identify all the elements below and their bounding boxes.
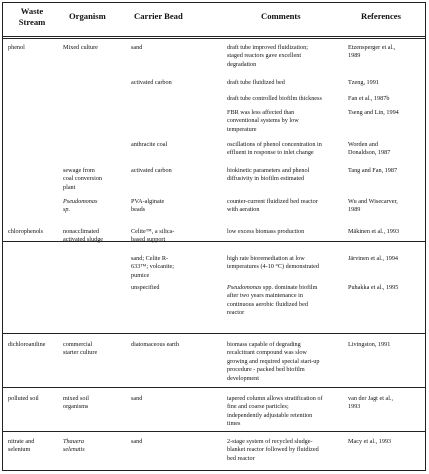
cell-carrier-bead: Celite™, a silica- based support [131,228,175,244]
header-rule-top [3,36,425,37]
cell-carrier-bead: sand [131,438,143,445]
cell-comment: Pseudomonas spp. dominate biofilm after two years maintenance in continuous aerobic fluidized bed reactor [227,284,318,317]
group-divider-nitrate [3,431,425,432]
cell-organism: nonacclimated activated sludge [63,228,104,244]
cell-comment: low excess biomass production [227,228,305,235]
cell-comment: FBR was less affected than conventional systems by low temperature [227,109,299,133]
header-rule-bottom [3,38,425,39]
header-references: References [361,11,401,21]
cell-reference: Tseng and Lin, 1994 [348,109,399,116]
cell-organism: Thauera selenatis [63,438,85,454]
cell-carrier-bead: sand; Celite R- 633™; volcanite; pumice [131,255,175,279]
cell-carrier-bead: unspecified [131,284,160,291]
cell-organism: Pseudomonas sp. [63,198,98,214]
cell-comment: draft tube fluidized bed [227,79,285,86]
cell-carrier-bead: PVA-alginate beads [131,198,165,214]
cell-waste-stream: polluted soil [8,395,39,402]
cell-comment: draft tube improved fluidization; staged reactors gave excellent degradation [227,44,308,68]
cell-comment: tapered column allows stratification of fine and coarse particles; independently adjustable retention times [227,395,323,428]
data-table [2,2,426,471]
cell-reference: Worden and Donaldson, 1987 [348,141,391,157]
cell-carrier-bead: activated carbon [131,79,172,86]
cell-carrier-bead: activated carbon [131,167,172,174]
cell-reference: Etzensperger et al., 1989 [348,44,396,60]
cell-reference: Livingston, 1991 [348,341,391,348]
cell-comment: high rate bioremediation at low temperatures (4-10 °C) demonstrated [227,255,319,271]
header-organism: Organism [69,11,106,21]
header-waste-stream: Waste Stream [18,6,46,27]
cell-comment: biomass capable of degrading recalcitrant compound was slow growing and required special start-up procedure - packed bed biofilm development [227,341,320,382]
group-divider-dichloroaniline [3,333,425,334]
header-comments: Comments [261,11,301,21]
cell-organism: mixed soil organisms [63,395,89,411]
cell-carrier-bead: sand [131,44,143,51]
cell-waste-stream: nitrate and selenium [8,438,35,454]
cell-waste-stream: dichloroaniline [8,341,46,348]
cell-waste-stream: chlorophenols [8,228,44,235]
header-carrier-bead: Carrier Bead [134,11,183,21]
cell-waste-stream: phenol [8,44,25,51]
cell-comment: draft tube controlled biofilm thickness [227,95,322,102]
cell-carrier-bead: diatomaceous earth [131,341,179,348]
cell-reference: Puhakka et al., 1995 [348,284,399,291]
cell-comment: oscillations of phenol concentration in effluent in response to inlet change [227,141,322,157]
cell-organism: sewage from coal conversion plant [63,167,103,191]
cell-reference: van der Jagt et al., 1993 [348,395,394,411]
group-divider-polluted-soil [3,387,425,388]
cell-reference: Tzeng, 1991 [348,79,379,86]
cell-reference: Tang and Fan, 1987 [348,167,398,174]
cell-carrier-bead: anthracite coal [131,141,168,148]
cell-comment: biokinetic parameters and phenol diffusivity in biofilm estimated [227,167,310,183]
cell-reference: Järvinen et al., 1994 [348,255,399,262]
cell-reference: Fan et al., 1987b [348,95,390,102]
cell-comment: counter-current fluidized bed reactor with aeration [227,198,318,214]
cell-comment: 2-stage system of recycled sludge- blanket reactor followed by fluidized bed reactor [227,438,319,462]
cell-reference: Macy et al., 1993 [348,438,392,445]
cell-reference: Mäkinen et al., 1993 [348,228,400,235]
cell-carrier-bead: sand [131,395,143,402]
comment-italic-term: Pseudomonas [227,284,262,291]
cell-reference: Wu and Wisecarver, 1989 [348,198,398,214]
cell-organism: Mixed culture [63,44,98,51]
cell-organism: commercial starter culture [63,341,98,357]
